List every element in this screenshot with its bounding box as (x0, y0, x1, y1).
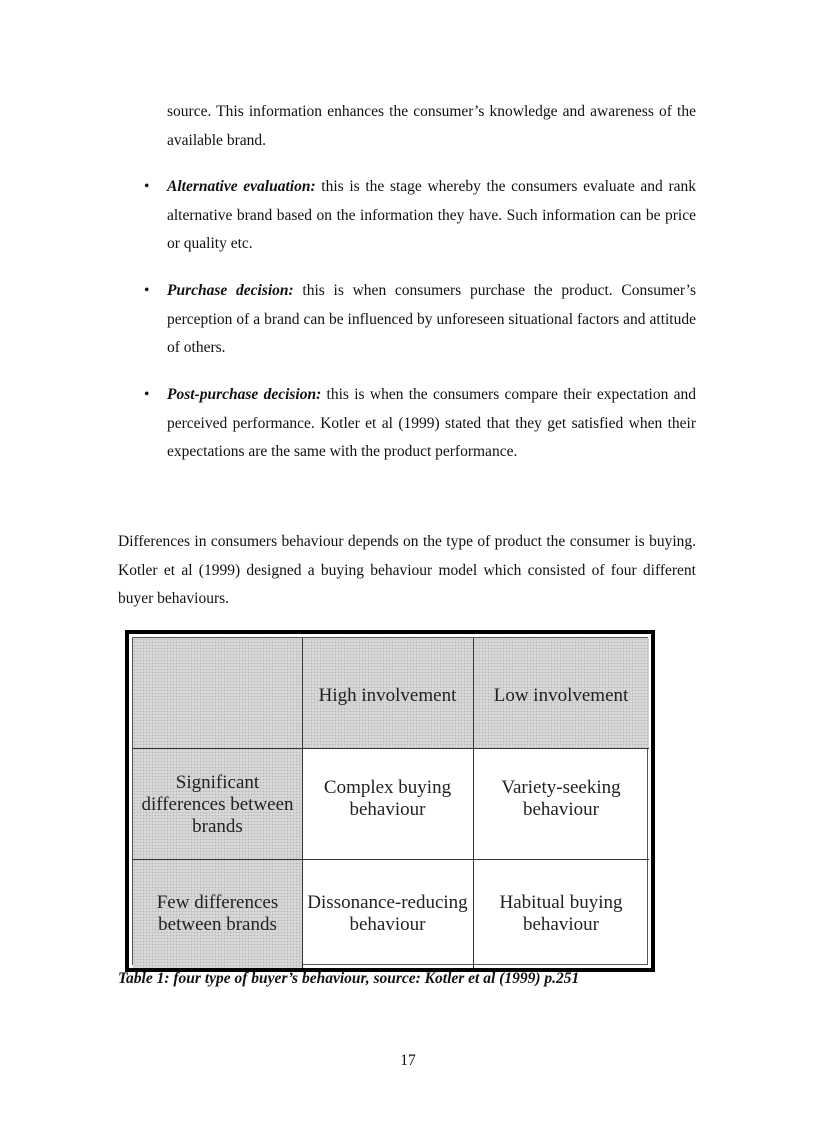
col-header-high-involvement: High involvement (318, 685, 457, 706)
bullet-purchase-decision (144, 277, 696, 363)
bullet-post-purchase-decision (144, 381, 696, 467)
table-grid (132, 637, 648, 965)
cell-dissonance-reducing: Dissonance-reducing behaviour (307, 891, 468, 935)
bullet-dot-icon: • (144, 386, 150, 403)
bullet-text: this is when consumers purchase the product. Consumer’s perception of a brand can be influenced by unforeseen situational factors and attitude of others. (167, 282, 696, 356)
intro-continuation-paragraph: source. This information enhances the consumer’s knowledge and awareness of the available brand. (167, 103, 696, 149)
bullet-text: this is the stage whereby the consumers evaluate and rank alternative brand based on the information they have. Such information can be price or quality etc. (167, 178, 696, 252)
grid-line (473, 638, 474, 968)
col-header-low-involvement: Low involvement (493, 685, 629, 706)
bullet-dot-icon: • (144, 282, 150, 299)
cell-complex-buying: Complex buying behaviour (323, 776, 452, 820)
table-caption: Table 1: four type of buyer’s behaviour, source: Kotler et al (1999) p.251 (118, 970, 580, 987)
bullet-term: Purchase decision: (167, 282, 294, 299)
body-paragraph: Differences in consumers behaviour depends on the type of product the consumer is buying. Kotler et al (1999) designed a buying behaviour model which consisted of four different buyer behaviours. (118, 533, 696, 607)
bullet-dot-icon: • (144, 178, 150, 195)
bullet-term: Post-purchase decision: (167, 386, 322, 403)
page-number: 17 (400, 1052, 416, 1069)
row-header-few-differences: Few differences between brands (156, 891, 279, 935)
grid-line (302, 638, 303, 968)
grid-line (133, 748, 649, 749)
row-header-significant-differences: Significant differences between brands (141, 771, 294, 837)
cell-variety-seeking: Variety-seeking behaviour (501, 776, 621, 820)
cell-habitual-buying: Habitual buying behaviour (499, 891, 623, 935)
bullet-term: Alternative evaluation: (167, 178, 316, 195)
bullet-text: this is when the consumers compare their expectation and perceived performance. Kotler et al (1999) stated that they get satisfied when their expectations are the same with the product performance. (167, 386, 696, 460)
buyer-behaviour-table (125, 630, 655, 972)
bullet-alternative-evaluation (144, 173, 696, 259)
grid-line (133, 859, 649, 860)
